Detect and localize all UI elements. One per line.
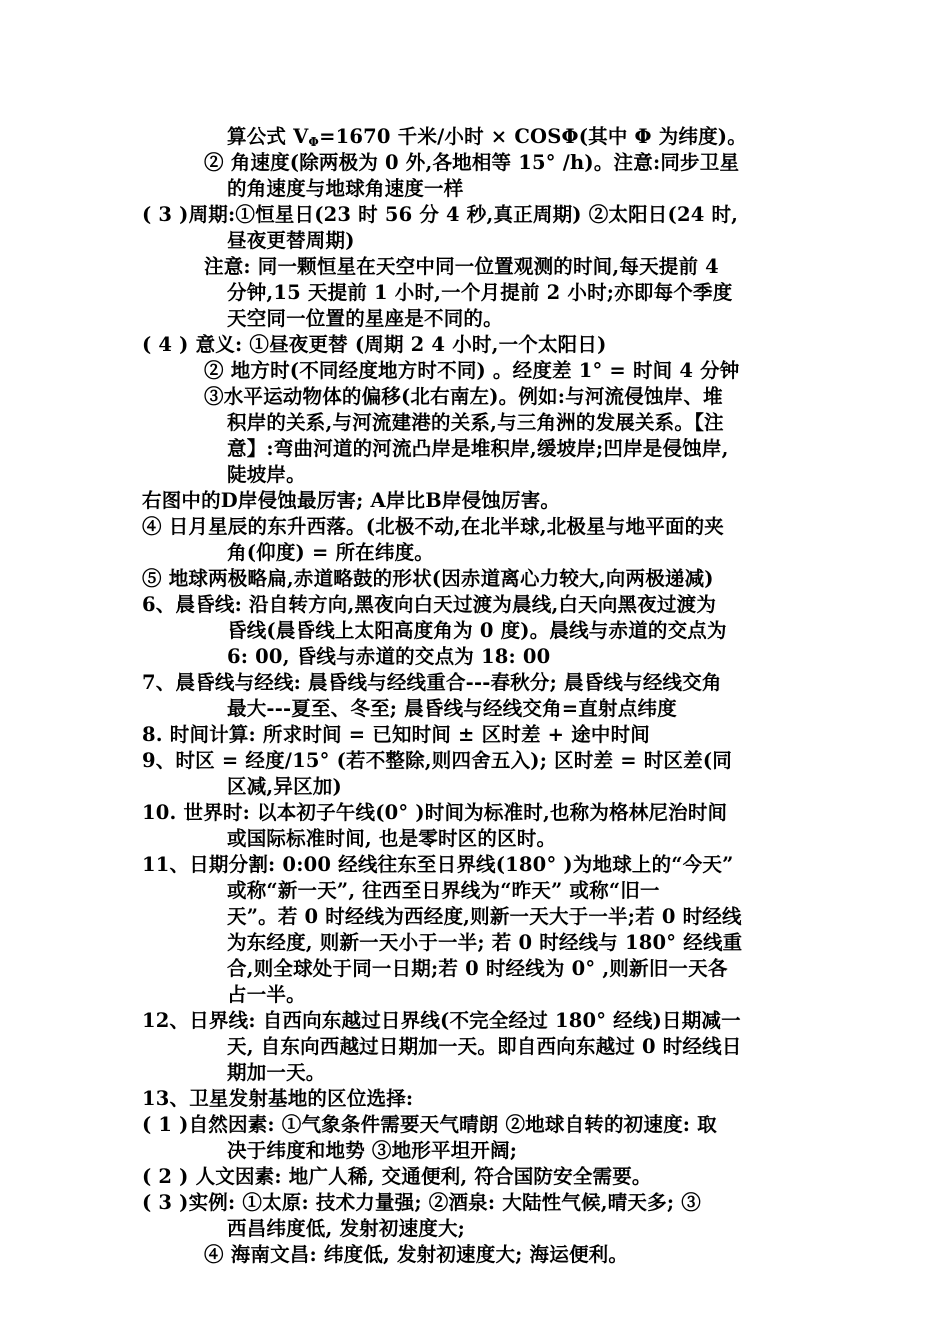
text-line: 区减,异区加) — [227, 775, 342, 798]
text-line: 天, 自东向西越过日期加一天。即自西向东越过 0 时经线日 — [227, 1035, 742, 1058]
text-line: 8. 时间计算: 所求时间 = 已知时间 ± 区时差 + 途中时间 — [142, 723, 650, 746]
text-line: 占一半。 — [227, 983, 306, 1006]
text-line: ( 2 ) 人文因素: 地广人稀, 交通便利, 符合国防安全需要。 — [142, 1165, 652, 1188]
formula-rest: =1670 千米/小时 × COSΦ(其中 Φ 为纬度)。 — [319, 125, 747, 148]
text-line: 12、日界线: 自西向东越过日界线(不完全经过 180° 经线)日期减一 — [142, 1009, 741, 1032]
text-line: ④ 海南文昌: 纬度低, 发射初速度大; 海运便利。 — [204, 1243, 629, 1266]
text-line: ⑤ 地球两极略扁,赤道略鼓的形状(因赤道离心力较大,向两极递减) — [142, 567, 714, 590]
text-line: 决于纬度和地势 ③地形平坦开阔; — [227, 1139, 518, 1162]
text-line: 昏线(晨昏线上太阳高度角为 0 度)。晨线与赤道的交点为 — [227, 619, 727, 642]
text-line: 分钟,15 天提前 1 小时,一个月提前 2 小时;亦即每个季度 — [227, 281, 733, 304]
formula-subscript: Φ — [308, 135, 320, 149]
text-line — [227, 124, 747, 150]
text-line: 期加一天。 — [227, 1061, 326, 1084]
text-line: ( 3 )周期:①恒星日(23 时 56 分 4 秒,真正周期) ②太阳日(24 时, — [142, 203, 739, 226]
text-line: ③水平运动物体的偏移(北右南左)。例如:与河流侵蚀岸、堆 — [204, 385, 723, 408]
text-line: 天”。若 0 时经线为西经度,则新一天大于一半;若 0 时经线 — [227, 905, 742, 928]
text-line: ( 4 ) 意义: ①昼夜更替 (周期 2 4 小时,一个太阳日) — [142, 333, 607, 356]
text-line: 陡坡岸。 — [227, 463, 306, 486]
text-line: 昼夜更替周期) — [227, 229, 355, 252]
text-line: 6: 00, 昏线与赤道的交点为 18: 00 — [227, 645, 551, 668]
text-line: 最大---夏至、冬至; 晨昏线与经线交角=直射点纬度 — [227, 697, 677, 720]
text-line: 意】:弯曲河道的河流凸岸是堆积岸,缓坡岸;凹岸是侵蚀岸, — [227, 437, 729, 460]
text-line: 13、卫星发射基地的区位选择: — [142, 1087, 414, 1110]
text-line: 的角速度与地球角速度一样 — [227, 177, 464, 200]
text-line: 11、日期分割: 0:00 经线往东至日界线(180° )为地球上的“今天” — [142, 853, 734, 876]
text-line: 或称“新一天”, 往西至日界线为“昨天” 或称“旧一 — [227, 879, 660, 902]
text-line: 右图中的D岸侵蚀最厉害; A岸比B岸侵蚀厉害。 — [142, 489, 561, 512]
text-line: 为东经度, 则新一天小于一半; 若 0 时经线与 180° 经线重 — [227, 931, 743, 954]
text-line: ( 3 )实例: ①太原: 技术力量强; ②酒泉: 大陆性气候,晴天多; ③ — [142, 1191, 701, 1214]
text-line: 6、晨昏线: 沿自转方向,黑夜向白天过渡为晨线,白天向黑夜过渡为 — [142, 593, 717, 616]
formula-prefix: 算公式 V — [227, 125, 309, 148]
text-line: ② 角速度(除两极为 0 外,各地相等 15° /h)。注意:同步卫星 — [204, 151, 740, 174]
text-line: 注意: 同一颗恒星在天空中同一位置观测的时间,每天提前 4 — [204, 255, 719, 278]
text-line: 积岸的关系,与河流建港的关系,与三角洲的发展关系。【注 — [227, 411, 724, 434]
text-line: 9、时区 = 经度/15° (若不整除,则四舍五入); 区时差 = 时区差(同 — [142, 749, 732, 772]
text-line: ④ 日月星辰的东升西落。(北极不动,在北半球,北极星与地平面的夹 — [142, 515, 724, 538]
text-line: ② 地方时(不同经度地方时不同) 。经度差 1° = 时间 4 分钟 — [204, 359, 740, 382]
text-line: 天空同一位置的星座是不同的。 — [227, 307, 503, 330]
text-line: 7、晨昏线与经线: 晨昏线与经线重合---春秋分; 晨昏线与经线交角 — [142, 671, 722, 694]
text-line: 或国际标准时间, 也是零时区的区时。 — [227, 827, 557, 850]
text-line: 10. 世界时: 以本初子午线(0° )时间为标准时,也称为格林尼治时间 — [142, 801, 728, 824]
text-line: ( 1 )自然因素: ①气象条件需要天气晴朗 ②地球自转的初速度: 取 — [142, 1113, 717, 1136]
text-line: 西昌纬度低, 发射初速度大; — [227, 1217, 466, 1240]
text-line: 角(仰度) = 所在纬度。 — [227, 541, 434, 564]
text-line: 合,则全球处于同一日期;若 0 时经线为 0° ,则新旧一天各 — [227, 957, 728, 980]
